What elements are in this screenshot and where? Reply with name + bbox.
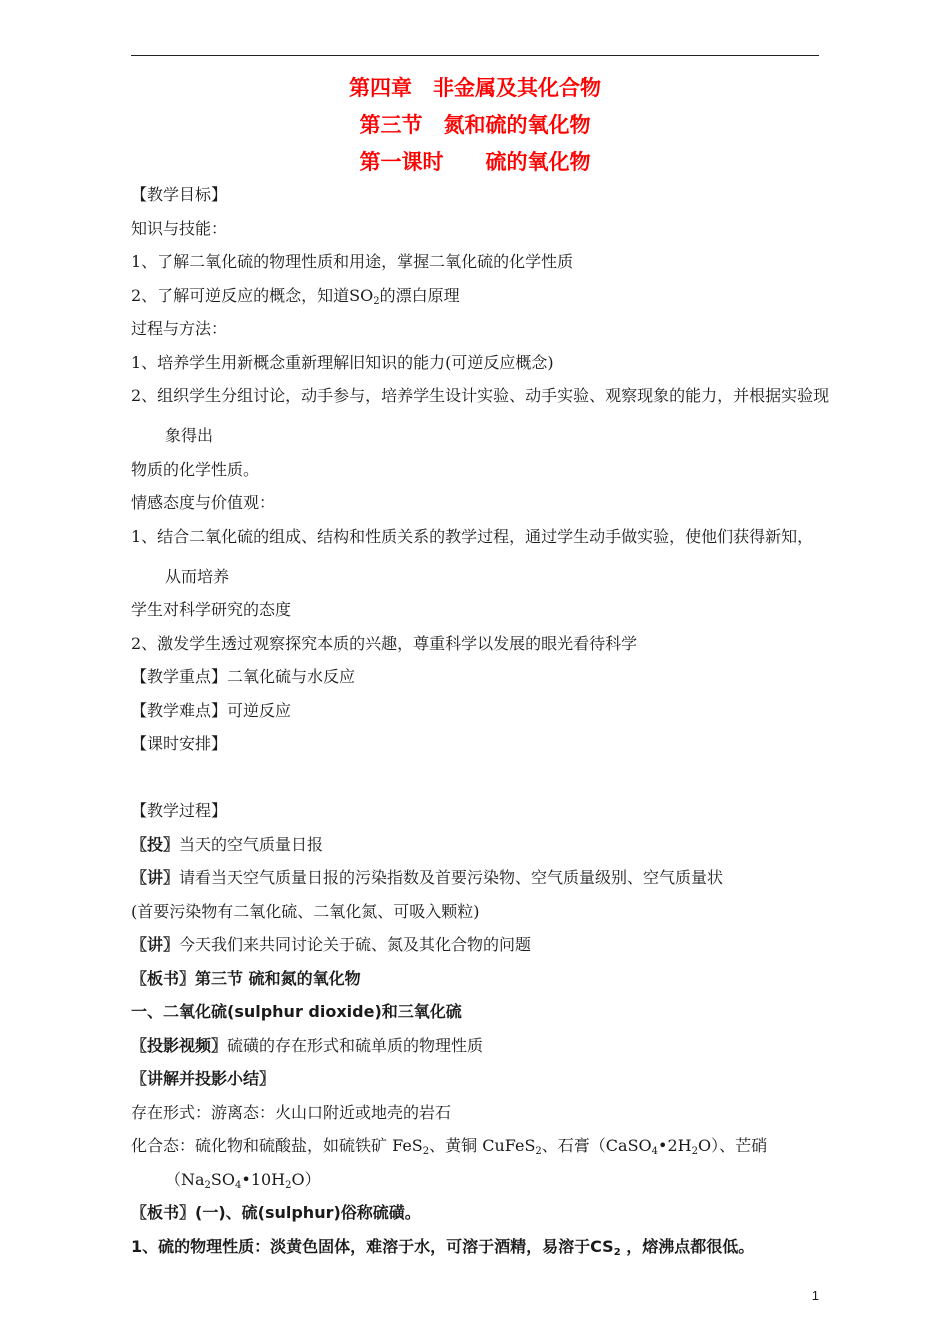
- process-line-11: $(Na_2SO_4•10H_2O)$: [165, 1169, 321, 1191]
- process-item-2: 2、组织学生分组讨论，动手参与，培养学生设计实验、动手实验、观察现象的能力，并根据实验现: [131, 386, 830, 405]
- process-line-9: 存在形式：游离态：火山口附近或地壳的岩石: [131, 1102, 452, 1122]
- process-line-6: 一、二氧化硫(sulphur dioxide)和三氧化硫: [131, 1002, 462, 1021]
- process-label: 过程与方法：: [131, 319, 228, 338]
- process-line-3: (首要污染物有二氧化硫、二氧化氮、可吸入颗粒): [131, 901, 480, 921]
- attitude-item-1: 1、结合二氧化硫的组成、结构和性质关系的教学过程，通过学生动手做实验，使他们获得新知，: [131, 526, 814, 546]
- document-body: [131, 178, 831, 1263]
- chapter-title: 第四章 非金属及其化合物: [349, 76, 601, 100]
- process-item-2-cont: 象得出: [165, 426, 214, 445]
- attitude-item-1-cont: 从而培养: [165, 566, 230, 586]
- objectives-heading: 【教学目标】: [131, 185, 228, 204]
- process-line-4: 〖讲〗今天我们来共同讨论关于硫、氮及其化合物的问题: [131, 935, 532, 954]
- process-heading: 【教学过程】: [131, 801, 228, 820]
- page-number: 1: [811, 1288, 819, 1303]
- key-point: 【教学重点】二氧化硫与水反应: [131, 667, 356, 686]
- process-line-10: 化合态：硫化物和硫酸盐，如硫铁矿 FeS$_2$、黄铜 CuFeS$_2$、石膏$(CaSO_4•2H_2O)$、芒硝: [131, 1136, 768, 1157]
- section-title: 第三节 氮和硫的氧化物: [359, 113, 591, 137]
- attitude-item-2: 2、激发学生透过观察探究本质的兴趣，尊重科学以发展的眼光看待科学: [131, 633, 638, 653]
- process-line-12: 〖板书〗(一)、硫(sulphur)俗称硫磺。: [131, 1203, 421, 1222]
- process-line-2: 〖讲〗请看当天空气质量日报的污染指数及首要污染物、空气质量级别、空气质量状: [131, 868, 724, 887]
- attitude-label: 情感态度与价值观：: [131, 493, 276, 512]
- difficulty: 【教学难点】可逆反应: [131, 700, 292, 720]
- knowledge-item-2: 2、了解可逆反应的概念，知道$SO_2$的漂白原理: [131, 285, 460, 307]
- process-line-7: 〖投影视频〗硫磺的存在形式和硫单质的物理性质: [131, 1035, 484, 1055]
- knowledge-label: 知识与技能：: [131, 218, 228, 238]
- process-item-2-cont2: 物质的化学性质。: [131, 459, 260, 479]
- title-block: [131, 70, 819, 181]
- blank-line: [131, 761, 831, 795]
- top-rule: [131, 55, 819, 56]
- knowledge-item-1: 1、了解二氧化硫的物理性质和用途，掌握二氧化硫的化学性质: [131, 252, 574, 271]
- lesson-title: 第一课时 硫的氧化物: [359, 150, 591, 174]
- process-line-8: 〖讲解并投影小结〗: [131, 1069, 276, 1088]
- schedule: 【课时安排】: [131, 734, 228, 753]
- process-line-1: 〖投〗当天的空气质量日报: [131, 834, 324, 854]
- attitude-item-1-cont2: 学生对科学研究的态度: [131, 600, 292, 619]
- process-line-13: 1、硫的物理性质：淡黄色固体，难溶于水，可溶于酒精，易溶于$CS_2$ ，熔沸点都很低。: [131, 1236, 755, 1258]
- process-item-1: 1、培养学生用新概念重新理解旧知识的能力(可逆反应概念): [131, 352, 554, 372]
- process-line-5: 〖板书〗第三节 硫和氮的氧化物: [131, 968, 361, 988]
